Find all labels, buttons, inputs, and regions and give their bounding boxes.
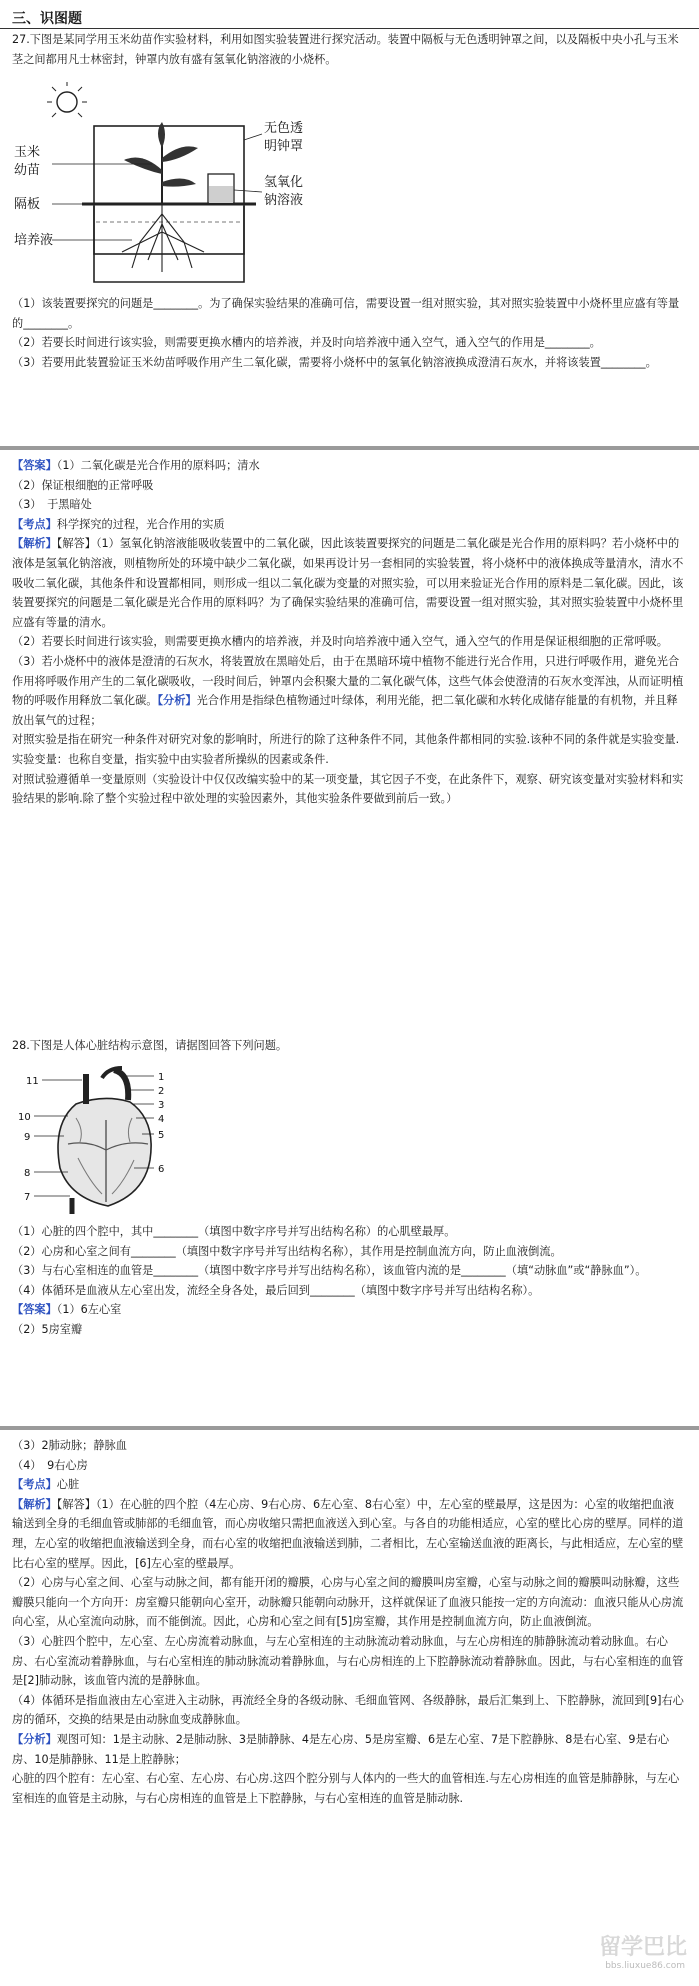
section-divider [0,446,699,450]
answer-line: （2）5房室瓣 [12,1322,83,1336]
roots [122,204,204,272]
answer-line: （3）2肺动脉；静脉血 [12,1439,127,1452]
section-divider [0,1426,699,1430]
section-title: 三、识图题 [12,11,82,27]
analysis-line [12,1730,684,1769]
analysis-line: （4）体循环是指血液由左心室进入主动脉，再流经全身的各级动脉、毛细血管网、各级静脉，最后汇集到上、下腔静脉，流回到[9]右心房的循环，交换的结果是由动脉血变成静脉血。 [12,1693,684,1727]
sun-icon [47,82,87,117]
answer-line [12,1300,684,1320]
q28-block [12,1036,684,1056]
answer-text: （1）6左心室 [56,1303,122,1317]
label-board: 隔板 [14,197,41,212]
q27-answer-block [12,456,684,809]
point-tag: 【考点】 [12,1478,57,1492]
heart-label-7: 7 [24,1192,31,1203]
answer-line [12,456,684,476]
point-tag: 【考点】 [12,517,57,531]
heart-label-4: 4 [158,1114,165,1125]
analysis-text: 光合作用是指绿色植物通过叶绿体，利用光能，把二氧化碳和水转化成储存能量的有机物，并且释放出氧气的过程； [12,694,678,727]
heart-label-9: 9 [24,1132,31,1143]
q28-heart-figure [12,1064,192,1214]
analysis-line [12,534,684,632]
label-seedling-2: 幼苗 [14,163,41,178]
q27-block [12,30,684,69]
analysis-text: （3）若小烧杯中的液体是澄清的石灰水，将装置放在黑暗处后，由于在黑暗环境中植物不能进行光合作用，只进行呼吸作用，避免光合作用将呼吸作用产生的二氧化碳吸收，一段时间后，钟罩内会积聚大量的二氧化碳气体，这些气体会使澄清的石灰水变浑浊，从而证明植物的呼吸作用释放二氧化碳。 [12,654,684,708]
label-medium: 培养液 [14,233,54,248]
answer-line: （3） 于黑暗处 [12,498,92,512]
point-line [12,515,684,535]
analysis-tag: 【解析】 [12,537,57,551]
question-item: （4）体循环是血液从左心室出发，流经全身各处，最后回到________（填图中数字序号并写出结构名称）。 [12,1283,540,1297]
question-item: （2）若要长时间进行该实验，则需要更换水槽内的培养液，并及时向培养液中通入空气，通入空气的作用是________。 [12,336,601,350]
q27-intro: 27.下图是某同学用玉米幼苗作实验材料，利用如图实验装置进行探究活动。装置中隔板与无色透明钟罩之间，以及隔板中央小孔与玉米茎之间都用凡士林密封，钟罩内放有盛有氢氧化钠溶液的小烧杯。 [12,33,679,66]
q28-questions [12,1222,684,1340]
section-rule [0,28,699,29]
question-item: （2）心房和心室之间有________（填图中数字序号并写出结构名称），其作用是控制血流方向，防止血液倒流。 [12,1244,562,1258]
answer-line: （2）保证根细胞的正常呼吸 [12,478,154,492]
heart-label-2: 2 [158,1086,165,1097]
seedling [124,122,198,204]
answer-line: （4） 9右心房 [12,1458,88,1472]
analysis-line: 对照实验是指在研究一种条件对研究对象的影响时，所进行的除了这种条件不同，其他条件都相同的实验.该种不同的条件就是实验变量. [12,733,680,747]
label-seedling-1: 玉米 [14,145,41,160]
heart-label-11: 11 [26,1076,39,1087]
label-naoh-2: 钠溶液 [264,193,304,208]
point-line [12,1475,684,1495]
watermark-logo: 留学巴比 [598,1935,687,1960]
q27-questions [12,294,684,372]
analysis-line [12,1495,684,1573]
heart-label-3: 3 [158,1100,165,1111]
analysis-line: 对照试验遵循单一变量原则（实验设计中仅仅改编实验中的某一项变量，其它因子不变，在此条件下，观察、研究该变量对实验材料和实验结果的影响.除了整个实验过程中欲处理的实验因素外，其他实验条件要做到前后一致。） [12,772,684,806]
heart-label-10: 10 [18,1112,31,1123]
beaker [208,174,234,204]
analysis-tag: 【分析】 [157,694,197,708]
analysis-text: 观图可知：1是主动脉、2是肺动脉、3是肺静脉、4是左心房、5是房室瓣、6是左心室、7是下腔静脉、8是右心室、9是右心房、10是肺静脉、11是上腔静脉； [12,1732,670,1766]
watermark-url: bbs.liuxue86.com [605,1961,685,1971]
label-naoh-1: 氢氧化 [264,175,304,190]
question-item: （3）与右心室相连的血管是________（填图中数字序号并写出结构名称），该血管内流的是________（填“动脉血”或“静脉血”）。 [12,1264,647,1278]
question-item: （3）若要用此装置验证玉米幼苗呼吸作用产生二氧化碳，需要将小烧杯中的氢氧化钠溶液换成澄清石灰水，并将该装置________。 [12,355,657,369]
label-bell-2: 明钟罩 [264,139,304,154]
question-item: （1）该装置要探究的问题是________。为了确保实验结果的准确可信，需要设置一组对照实验，其对照实验装置中小烧杯里应盛有等量的________。 [12,297,680,330]
answer-text: （1）二氧化碳是光合作用的原料吗；清水 [56,459,260,472]
q28-answer-block [12,1436,684,1808]
analysis-line: 心脏的四个腔有：左心室、右心室、左心房、右心房.这四个腔分别与人体内的一些大的血管相连.与左心房相连的血管是肺静脉，与左心室相连的血管是主动脉，与右心房相连的血管是上下腔静脉，与右心室相连的血管是肺动脉. [12,1772,680,1805]
analysis-line: （2）心房与心室之间、心室与动脉之间，都有能开闭的瓣膜，心房与心室之间的瓣膜叫房室瓣，心室与动脉之间的瓣膜叫动脉瓣，这些瓣膜只能向一个方向开：房室瓣只能朝向心室开，动脉瓣只能朝向动脉开，这样就保证了血液只能按一定的方向流动：血液只能从心房流向心室，从心室流向动脉，而不能倒流。因此，心房和心室之间有[5]房室瓣，其作用是控制血流方向，防止血液倒流。 [12,1576,684,1629]
heart-label-8: 8 [24,1168,31,1179]
analysis-text: 【解答】（1）在心脏的四个腔（4左心房、9右心房、6左心室、8右心室）中，左心室的壁最厚，这是因为：心室的收缩把血液输送到全身的毛细血管或肺部的毛细血管，而心房收缩只需把血液送入到心室。与各自的功能相适应，心室的壁比心房的壁厚。同样的道理，左心室的收缩把血液输送到全身，而右心室的收缩把血液输送到肺，二者相比，左心室输送血液的距离长，与此相适应，左心室的壁比右心室的壁厚。因此，[6]左心室的壁最厚。 [12,1497,684,1570]
q27-figure [12,82,312,290]
answer-tag: 【答案】 [12,1303,57,1317]
analysis-line [12,652,684,730]
analysis-tag: 【解析】 [12,1497,57,1511]
culture-tank [94,206,244,282]
question-item: （1）心脏的四个腔中，其中________（填图中数字序号并写出结构名称）的心肌壁最厚。 [12,1225,456,1238]
analysis-line: 实验变量：也称自变量，指实验中由实验者所操纵的因素或条件. [12,752,329,766]
point-text: 科学探究的过程，光合作用的实质 [56,517,225,531]
analysis-text: 【解答】（1）氢氧化钠溶液能吸收装置中的二氧化碳，因此该装置要探究的问题是二氧化碳是光合作用的原料吗？若小烧杯中的液体是氢氧化钠溶液，则植物所处的环境中缺少二氧化碳，如果再设计另一套相同的实验装置，将小烧杯中的液体换成等量清水，清水不吸收二氧化碳，其他条件和设置都相同，则形成一组以二氧化碳为变量的对照实验，可以用来验证光合作用的原料是二氧化碳。因此，该装置要探究的问题是二氧化碳是光合作用的原料吗？为了确保实验结果的准确可信，需要设置一组对照实验，其对照实验装置中小烧杯里应盛有等量的清水。 [12,537,684,629]
answer-tag: 【答案】 [12,459,57,472]
analysis-line: （2）若要长时间进行该实验，则需要更换水槽内的培养液，并及时向培养液中通入空气，通入空气的作用是保证根细胞的正常呼吸。 [12,635,668,649]
heart-label-5: 5 [158,1130,165,1141]
analysis-tag: 【分析】 [12,1732,57,1746]
q28-intro: 28.下图是人体心脏结构示意图，请据图回答下列问题。 [12,1039,288,1052]
heart-label-1: 1 [158,1072,165,1083]
point-text: 心脏 [56,1478,80,1492]
label-bell-1: 无色透 [264,121,304,136]
analysis-line: （3）心脏四个腔中，左心室、左心房流着动脉血，与左心室相连的主动脉流动着动脉血，与左心房相连的肺静脉流动着动脉血。右心房、右心室流动着静脉血，与右心室相连的肺动脉流动着静脉血，与右心房相连的上下腔静脉流动着静脉血。因此，与右心室相连的血管是[2]肺动脉，该血管内流的是静脉血。 [12,1634,684,1688]
heart-label-6: 6 [158,1164,165,1175]
